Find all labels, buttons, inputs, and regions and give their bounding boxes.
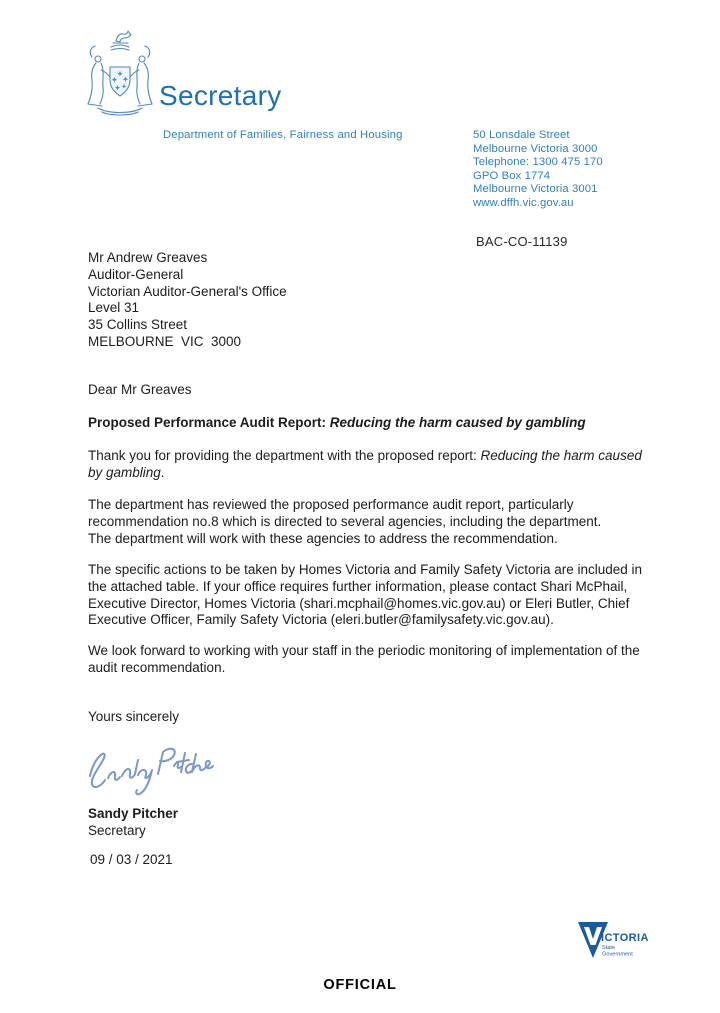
paragraph-3: The specific actions to be taken by Homes Victoria and Family Safety Victoria are included in the attached table. If your office requires further information, please contact Shari McPhail, Executive Director, Homes Victoria (shari.mcphail@homes.vic.gov.au) or Eleri Butler, Chief Executive Officer, Family Safety Victoria (eleri.butler@familysafety.vic.gov.au).: [88, 562, 643, 628]
recipient-address: Mr Andrew Greaves Auditor-General Victorian Auditor-General's Office Level 31 35 Collins Street MELBOURNE VIC 3000: [88, 250, 287, 349]
subject-line: Proposed Performance Audit Report: Reducing the harm caused by gambling: [88, 415, 586, 430]
victoria-brand-text: ICTORIA: [601, 932, 649, 944]
closing-salutation: Yours sincerely: [88, 709, 180, 724]
reference-number: BAC-CO-11139: [476, 234, 568, 249]
department-name: Department of Families, Fairness and Housing: [163, 129, 403, 141]
page-title: Secretary: [159, 80, 282, 111]
victorian-coat-of-arms-icon: [84, 30, 156, 118]
victoria-sub-text-2: Government: [602, 951, 633, 958]
signatory-role: Secretary: [88, 823, 146, 838]
classification-footer: OFFICIAL: [323, 977, 397, 993]
signatory-name: Sandy Pitcher: [88, 806, 179, 821]
salutation: Dear Mr Greaves: [88, 382, 192, 397]
victoria-state-government-logo: [576, 920, 676, 962]
paragraph-2: The department has reviewed the proposed performance audit report, particularly recommendation no.8 which is directed to several agencies, including the department. The department will work with these agencies to address the recommendation.: [88, 497, 602, 546]
paragraph-1: Thank you for providing the department with the proposed report: Reducing the harm caused by gambling.: [88, 448, 642, 480]
signature-date: 09 / 03 / 2021: [90, 852, 173, 867]
victoria-sub-text-1: State: [602, 945, 616, 951]
handwritten-signature-icon: [80, 736, 215, 804]
paragraph-4: We look forward to working with your staff in the periodic monitoring of implementation of the audit recommendation.: [88, 643, 640, 675]
letterhead-contact-block: 50 Lonsdale Street Melbourne Victoria 3000 Telephone: 1300 475 170 GPO Box 1774 Melbourne Victoria 3001 www.dffh.vic.gov.au: [473, 129, 603, 209]
